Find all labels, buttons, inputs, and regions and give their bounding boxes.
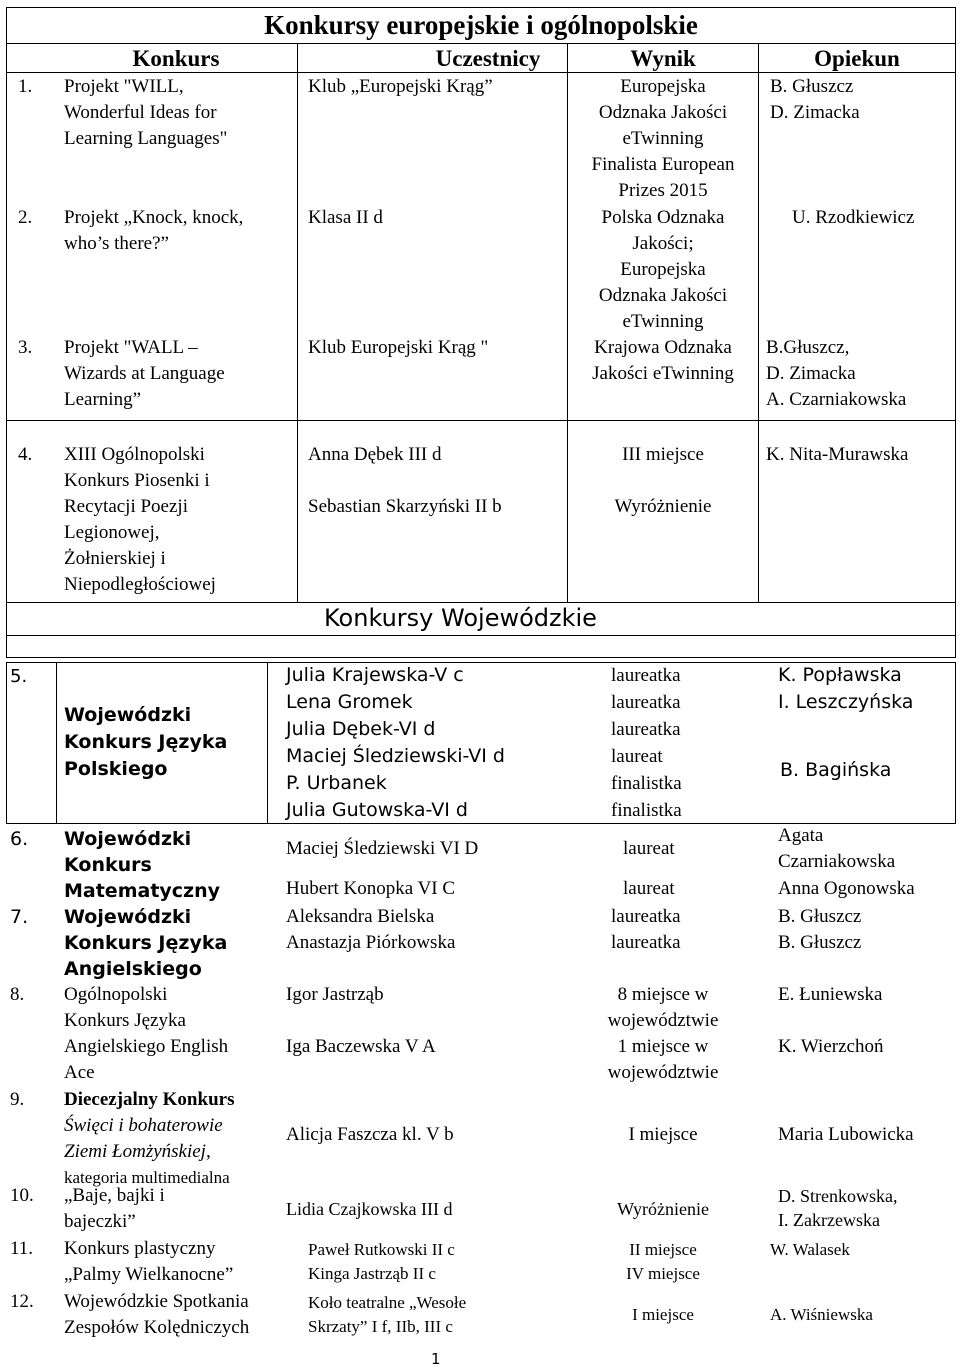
header-wynik: Wynik bbox=[630, 46, 696, 71]
w12-names: Koło teatralne „Wesołe Skrzaty” I f, IIb, III c bbox=[308, 1293, 467, 1336]
table-row: Lena Gromek bbox=[286, 691, 413, 713]
w8-number: 8. bbox=[10, 984, 25, 1005]
table-row: P. Urbanek bbox=[286, 772, 387, 794]
w12-konkurs: Wojewódzkie Spotkania Zespołów Kolędniczych bbox=[64, 1291, 250, 1338]
page-title: Konkursy europejskie i ogólnopolskie bbox=[264, 10, 698, 40]
row4-wynik: III miejsce Wyróżnienie bbox=[614, 444, 712, 517]
header-konkurs: Konkurs bbox=[132, 46, 220, 71]
row2-number: 2. bbox=[18, 207, 33, 228]
header-opiekun: Opiekun bbox=[814, 46, 900, 71]
w7-number: 7. bbox=[10, 906, 29, 928]
section-title-wojewodzkie: Konkursy Wojewódzkie bbox=[324, 604, 597, 632]
w10-number: 10. bbox=[10, 1185, 34, 1206]
w5-results: laureatka laureatka laureatka laureat finalistka finalistka bbox=[611, 665, 682, 821]
row3-number: 3. bbox=[18, 337, 33, 358]
row2-konkurs: Projekt „Knock, knock, who’s there?” bbox=[64, 207, 244, 254]
w8-result-1: 1 miejsce w województwie bbox=[607, 1036, 719, 1083]
w11-results: II miejsce IV miejsce bbox=[626, 1240, 700, 1283]
row2-wynik: Polska Odznaka Jakości; Europejska Odznaka Jakości eTwinning bbox=[598, 207, 728, 332]
row3-wynik: Krajowa Odznaka Jakości eTwinning bbox=[592, 337, 734, 384]
w7-opiekun: B. Głuszcz B. Głuszcz bbox=[778, 906, 862, 953]
row3-opiekun: B.Głuszcz, D. Zimacka A. Czarniakowska bbox=[766, 337, 907, 410]
row4-konkurs: XIII Ogólnopolski Konkurs Piosenki i Recytacji Poezji Legionowej, Żołnierskiej i Niepodległościowej bbox=[64, 444, 216, 595]
w9-opiekun: Maria Lubowicka bbox=[778, 1124, 914, 1145]
page-number: 1 bbox=[431, 1350, 441, 1368]
w6-name-0: Maciej Śledziewski VI D bbox=[286, 838, 479, 859]
w7-konkurs: Wojewódzki Konkurs Języka Angielskiego bbox=[64, 906, 228, 980]
w8-konkurs: Ogólnopolski Konkurs Języka Angielskiego English Ace bbox=[64, 984, 229, 1083]
row3-konkurs: Projekt "WALL – Wizards at Language Learning” bbox=[64, 337, 225, 410]
w8-opiekun-1: K. Wierzchoń bbox=[778, 1036, 884, 1057]
w10-opiekun: D. Strenkowska, I. Zakrzewska bbox=[778, 1186, 898, 1230]
table-row: Maciej Śledziewski-VI d bbox=[286, 745, 505, 767]
header-uczestnicy: Uczestnicy bbox=[435, 46, 541, 71]
w5-konkurs: Wojewódzki Konkurs Języka Polskiego bbox=[64, 704, 228, 780]
w11-number: 11. bbox=[10, 1238, 34, 1259]
row4-opiekun: K. Nita-Murawska bbox=[766, 444, 909, 465]
w8-result-0: 8 miejsce w województwie bbox=[607, 984, 719, 1031]
w6-name-1: Hubert Konopka VI C bbox=[286, 878, 456, 899]
row2-opiekun: U. Rzodkiewicz bbox=[792, 207, 915, 228]
w8-name-1: Iga Baczewska V A bbox=[286, 1036, 436, 1057]
w6-opiekun-1: Anna Ogonowska bbox=[778, 878, 915, 899]
w10-result: Wyróżnienie bbox=[617, 1199, 709, 1219]
row1-konkurs: Projekt "WILL, Wonderful Ideas for Learning Languages" bbox=[64, 76, 228, 149]
row2-uczestnicy: Klasa II d bbox=[308, 207, 383, 228]
row1-opiekun: B. Głuszcz D. Zimacka bbox=[770, 76, 860, 123]
w6-opiekun-0: Agata Czarniakowska bbox=[778, 825, 896, 872]
row1-number: 1. bbox=[18, 76, 33, 97]
w12-number: 12. bbox=[10, 1291, 34, 1312]
table-row: Julia Gutowska-VI d bbox=[286, 799, 468, 821]
row1-uczestnicy: Klub „Europejski Krąg” bbox=[308, 76, 493, 97]
table-row: Julia Dębek-VI d bbox=[286, 718, 436, 740]
row4-uczestnicy: Anna Dębek III d Sebastian Skarzyński II b bbox=[308, 444, 502, 517]
w11-konkurs: Konkurs plastyczny „Palmy Wielkanocne” bbox=[64, 1238, 234, 1285]
w9-name: Alicja Faszcza kl. V b bbox=[286, 1124, 454, 1145]
w6-konkurs: Wojewódzki Konkurs Matematyczny bbox=[64, 828, 221, 902]
w5-names bbox=[286, 662, 505, 824]
w10-konkurs: „Baje, bajki i bajeczki” bbox=[64, 1185, 165, 1232]
w5-opiekun: K. Popławska I. Leszczyńska bbox=[778, 664, 914, 713]
w10-name: Lidia Czajkowska III d bbox=[286, 1199, 453, 1219]
table-row: Julia Krajewska-V c bbox=[286, 664, 464, 686]
w8-opiekun-0: E. Łuniewska bbox=[778, 984, 883, 1005]
row4-number: 4. bbox=[18, 444, 33, 465]
w9-konkurs: Diecezjalny Konkurs Święci i bohaterowie Ziemi Łomżyńskiej, kategoria multimedialna bbox=[64, 1089, 235, 1187]
w12-result: I miejsce bbox=[632, 1305, 694, 1324]
w11-opiekun: W. Walasek bbox=[770, 1240, 850, 1259]
row1-wynik: Europejska Odznaka Jakości eTwinning Finalista European Prizes 2015 bbox=[591, 76, 735, 201]
w9-result: I miejsce bbox=[628, 1124, 698, 1145]
row3-uczestnicy: Klub Europejski Krąg " bbox=[308, 337, 489, 358]
w6-number: 6. bbox=[10, 828, 29, 850]
w7-results: laureatka laureatka bbox=[611, 906, 681, 953]
w11-names: Paweł Rutkowski II c Kinga Jastrząb II c bbox=[308, 1240, 455, 1283]
w5-number: 5. bbox=[10, 666, 28, 687]
w12-opiekun: A. Wiśniewska bbox=[770, 1305, 873, 1324]
w7-names: Aleksandra Bielska Anastazja Piórkowska bbox=[286, 906, 456, 953]
w5-shared-opiekun: B. Bagińska bbox=[780, 759, 892, 781]
w9-number: 9. bbox=[10, 1089, 25, 1110]
w6-result-1: laureat bbox=[623, 878, 675, 899]
w8-name-0: Igor Jastrząb bbox=[286, 984, 384, 1005]
w6-result-0: laureat bbox=[623, 838, 675, 859]
